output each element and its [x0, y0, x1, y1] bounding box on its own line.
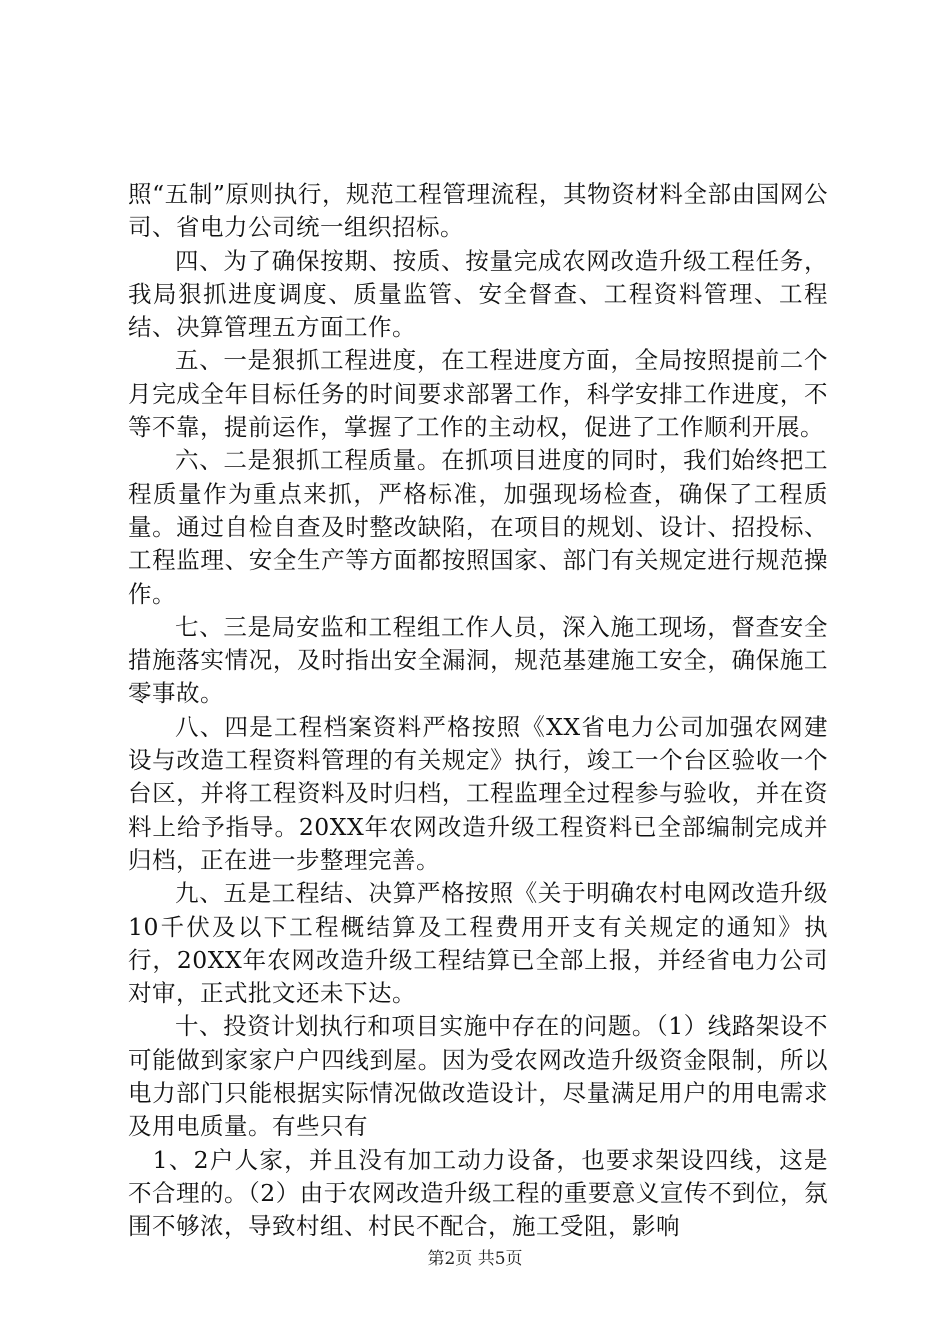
paragraph-8: 十、投资计划执行和项目实施中存在的问题。（1）线路架设不可能做到家家户户四线到屋。因为受农网改造升级资金限制，所以电力部门只能根据实际情况做改造设计，尽量满足用户的用电需求及用电质量。有些只有	[128, 1012, 828, 1141]
paragraph-9: 1、2户人家，并且没有加工动力设备，也要求架设四线，这是不合理的。（2）由于农网改造升级工程的重要意义宣传不到位，氛围不够浓，导致村组、村民不配合，施工受阻，影响	[128, 1145, 828, 1241]
paragraph-5: 七、三是局安监和工程组工作人员，深入施工现场，督查安全措施落实情况，及时指出安全漏洞，规范基建施工安全，确保施工零事故。	[128, 612, 828, 708]
paragraph-7: 九、五是工程结、决算严格按照《关于明确农村电网改造升级10千伏及以下工程概结算及工程费用开支有关规定的通知》执行，20XX年农网改造升级工程结算已全部上报，并经省电力公司对审，正式批文还未下达。	[128, 879, 828, 1008]
paragraph-3: 五、一是狠抓工程进度，在工程进度方面，全局按照提前二个月完成全年目标任务的时间要求部署工作，科学安排工作进度，不等不靠，提前运作，掌握了工作的主动权，促进了工作顺利开展。	[128, 346, 828, 442]
paragraph-4: 六、二是狠抓工程质量。在抓项目进度的同时，我们始终把工程质量作为重点来抓，严格标准，加强现场检查，确保了工程质量。通过自检自查及时整改缺陷，在项目的规划、设计、招投标、工程监理、安全生产等方面都按照国家、部门有关规定进行规范操作。	[128, 446, 828, 608]
document-body	[128, 178, 828, 1244]
paragraph-1: 照“五制”原则执行，规范工程管理流程，其物资材料全部由国网公司、省电力公司统一组织招标。	[128, 180, 828, 242]
page-footer: 第2页 共5页	[427, 1249, 523, 1269]
paragraph-6: 八、四是工程档案资料严格按照《XX省电力公司加强农网建设与改造工程资料管理的有关规定》执行，竣工一个台区验收一个台区，并将工程资料及时归档，工程监理全过程参与验收，并在资料上给予指导。20XX年农网改造升级工程资料已全部编制完成并归档，正在进一步整理完善。	[128, 712, 828, 874]
paragraph-2: 四、为了确保按期、按质、按量完成农网改造升级工程任务，我局狠抓进度调度、质量监管、安全督查、工程资料管理、工程结、决算管理五方面工作。	[128, 246, 828, 342]
